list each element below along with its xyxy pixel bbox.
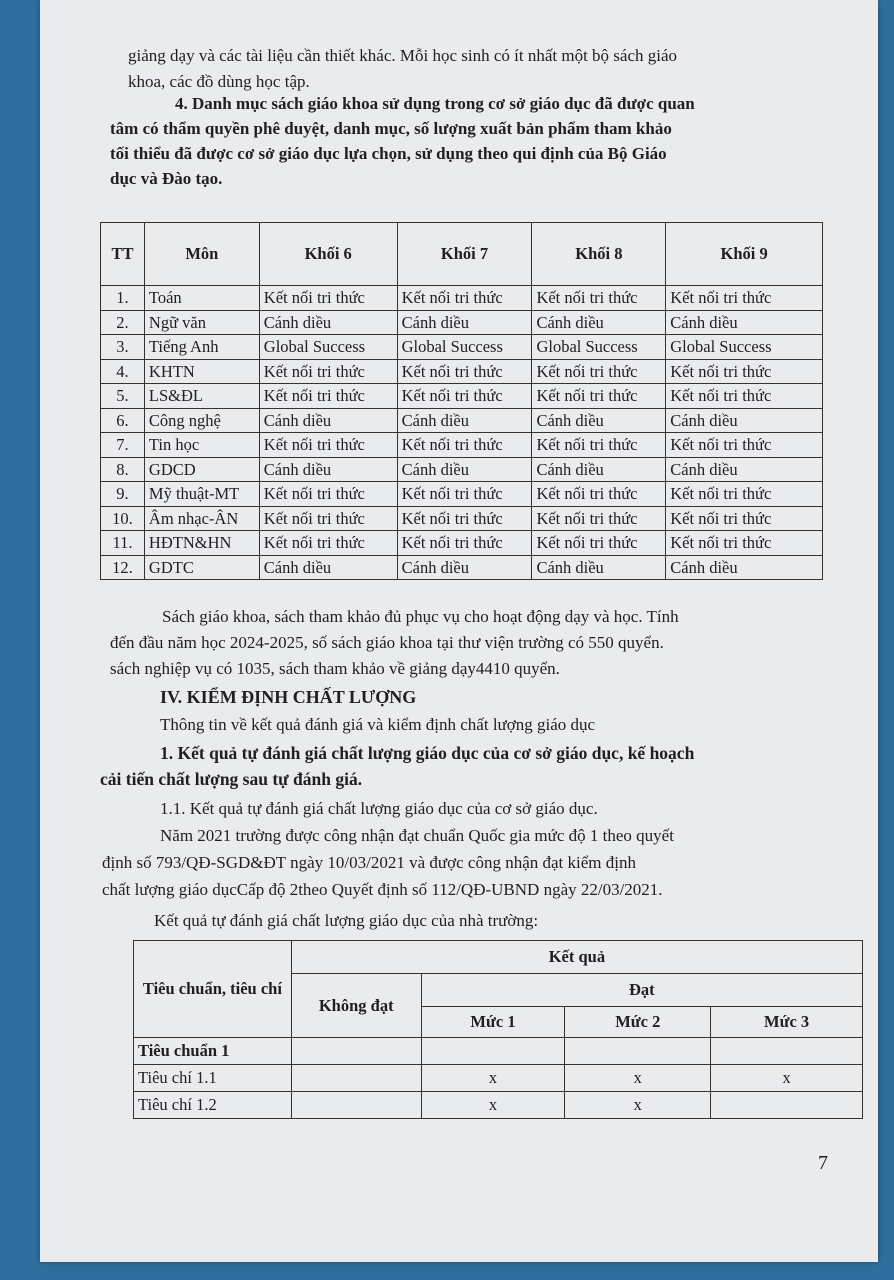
item-4-heading: 4. Danh mục sách giáo khoa sử dụng trong cơ sở giáo dục đã được quan tâm có thẩm quyền phê duyệt, danh mục, số lượng xuất bản phẩm tham khảo tối thiểu đã được cơ sở giáo dục lựa chọn, sử dụng theo qui định của Bộ Giáo dục và Đào tạo. xyxy=(110,94,695,188)
subject-name: HĐTN&HN xyxy=(144,531,259,556)
row-number: 10. xyxy=(101,506,145,531)
table-row xyxy=(101,310,823,335)
subject-name: Công nghệ xyxy=(144,408,259,433)
accreditation-paragraph: Năm 2021 trường được công nhận đạt chuẩn Quốc gia mức độ 1 theo quyết định số 793/QĐ-SGD&ĐT ngày 10/03/2021 và được công nhận đạt kiểm định chất lượng giáo dụcCấp độ 2theo Quyết định số 112/QĐ-UBND ngày 22/03/2021. xyxy=(102,826,674,899)
textbook-series: Kết nối tri thức xyxy=(259,384,397,409)
header-grade-6: Khối 6 xyxy=(259,223,397,286)
table-row xyxy=(101,555,823,580)
row-number: 4. xyxy=(101,359,145,384)
subject-name: Âm nhạc-ÂN xyxy=(144,506,259,531)
header-result: Kết quả xyxy=(291,941,862,974)
table-row xyxy=(101,335,823,360)
textbook-series: Cánh diều xyxy=(532,408,666,433)
textbook-series: Cánh diều xyxy=(666,310,823,335)
textbook-series: Kết nối tri thức xyxy=(666,286,823,311)
textbook-series: Global Success xyxy=(532,335,666,360)
result-cell-m2 xyxy=(565,1038,711,1065)
textbook-series: Kết nối tri thức xyxy=(666,433,823,458)
textbook-series: Kết nối tri thức xyxy=(259,359,397,384)
self-assessment-heading: 1. Kết quả tự đánh giá chất lượng giáo dục của cơ sở giáo dục, kế hoạch cải tiến chất lượng sau tự đánh giá. xyxy=(100,743,695,789)
textbook-series: Kết nối tri thức xyxy=(259,531,397,556)
textbook-series: Kết nối tri thức xyxy=(666,531,823,556)
textbook-series: Kết nối tri thức xyxy=(397,531,532,556)
textbook-series: Kết nối tri thức xyxy=(666,384,823,409)
table-row xyxy=(101,531,823,556)
textbook-series: Kết nối tri thức xyxy=(259,433,397,458)
table-row xyxy=(101,359,823,384)
table-row xyxy=(101,384,823,409)
evaluation-caption: Kết quả tự đánh giá chất lượng giáo dục của nhà trường: xyxy=(154,911,539,930)
row-number: 2. xyxy=(101,310,145,335)
textbook-series: Kết nối tri thức xyxy=(397,506,532,531)
textbook-series: Cánh diều xyxy=(666,408,823,433)
row-number: 9. xyxy=(101,482,145,507)
subject-name: GDCD xyxy=(144,457,259,482)
result-cell-m2: x xyxy=(565,1092,711,1119)
result-cell-m1: x xyxy=(421,1065,565,1092)
quality-info-line: Thông tin về kết quả đánh giá và kiểm định chất lượng giáo dục xyxy=(160,715,596,734)
textbook-series: Cánh diều xyxy=(259,555,397,580)
result-cell-m2: x xyxy=(565,1065,711,1092)
result-cell-fail xyxy=(291,1038,421,1065)
textbook-series: Kết nối tri thức xyxy=(397,359,532,384)
header-subject: Môn xyxy=(144,223,259,286)
textbook-series: Kết nối tri thức xyxy=(666,359,823,384)
textbook-series: Global Success xyxy=(397,335,532,360)
textbook-series: Kết nối tri thức xyxy=(532,286,666,311)
table-row xyxy=(101,506,823,531)
header-level-1: Mức 1 xyxy=(421,1007,565,1038)
row-number: 6. xyxy=(101,408,145,433)
table-row xyxy=(101,433,823,458)
textbook-series: Kết nối tri thức xyxy=(259,506,397,531)
textbook-series: Kết nối tri thức xyxy=(532,506,666,531)
row-number: 11. xyxy=(101,531,145,556)
header-pass: Đạt xyxy=(421,974,862,1007)
subheading-1-1: 1.1. Kết quả tự đánh giá chất lượng giáo dục của cơ sở giáo dục. xyxy=(160,799,598,818)
textbook-table-header xyxy=(101,223,823,286)
textbook-series: Cánh diều xyxy=(532,310,666,335)
subject-name: Tiếng Anh xyxy=(144,335,259,360)
textbook-series: Kết nối tri thức xyxy=(259,286,397,311)
textbook-series: Kết nối tri thức xyxy=(666,482,823,507)
textbook-series: Kết nối tri thức xyxy=(532,359,666,384)
subject-name: LS&ĐL xyxy=(144,384,259,409)
textbook-series: Kết nối tri thức xyxy=(259,482,397,507)
textbook-series: Kết nối tri thức xyxy=(532,482,666,507)
header-tt: TT xyxy=(101,223,145,286)
textbook-series: Kết nối tri thức xyxy=(666,506,823,531)
textbook-series: Kết nối tri thức xyxy=(532,531,666,556)
table-row xyxy=(134,1092,863,1119)
subject-name: GDTC xyxy=(144,555,259,580)
page-number: 7 xyxy=(818,1152,828,1174)
document-page xyxy=(40,0,878,1262)
header-level-2: Mức 2 xyxy=(565,1007,711,1038)
result-cell-m3: x xyxy=(711,1065,863,1092)
textbook-series: Cánh diều xyxy=(666,457,823,482)
subject-name: Tin học xyxy=(144,433,259,458)
textbook-series: Cánh diều xyxy=(532,457,666,482)
header-grade-9: Khối 9 xyxy=(666,223,823,286)
textbook-series: Kết nối tri thức xyxy=(532,384,666,409)
table-row xyxy=(134,1038,863,1065)
result-cell-m3 xyxy=(711,1038,863,1065)
textbook-table xyxy=(100,222,823,580)
header-grade-8: Khối 8 xyxy=(532,223,666,286)
textbook-series: Kết nối tri thức xyxy=(397,384,532,409)
section-iv-title: IV. KIỂM ĐỊNH CHẤT LƯỢNG xyxy=(160,687,417,707)
textbook-series: Cánh diều xyxy=(259,408,397,433)
textbook-series: Kết nối tri thức xyxy=(397,433,532,458)
criteria-label: Tiêu chí 1.2 xyxy=(134,1092,292,1119)
header-level-3: Mức 3 xyxy=(711,1007,863,1038)
table-row xyxy=(101,457,823,482)
textbook-series: Kết nối tri thức xyxy=(397,482,532,507)
header-criteria: Tiêu chuẩn, tiêu chí xyxy=(134,941,292,1038)
textbook-series: Global Success xyxy=(259,335,397,360)
textbook-series: Cánh diều xyxy=(666,555,823,580)
subject-name: Ngữ văn xyxy=(144,310,259,335)
table-row xyxy=(101,482,823,507)
textbook-series: Global Success xyxy=(666,335,823,360)
header-fail: Không đạt xyxy=(291,974,421,1038)
subject-name: KHTN xyxy=(144,359,259,384)
textbook-series: Cánh diều xyxy=(259,310,397,335)
intro-paragraph: giảng dạy và các tài liệu cần thiết khác. Mỗi học sinh có ít nhất một bộ sách giáo khoa, các đồ dùng học tập. xyxy=(128,46,678,91)
subject-name: Toán xyxy=(144,286,259,311)
row-number: 5. xyxy=(101,384,145,409)
textbook-series: Cánh diều xyxy=(259,457,397,482)
textbook-series: Kết nối tri thức xyxy=(532,433,666,458)
row-number: 8. xyxy=(101,457,145,482)
textbook-series: Cánh diều xyxy=(397,310,532,335)
evaluation-table xyxy=(133,940,863,1119)
criteria-label: Tiêu chí 1.1 xyxy=(134,1065,292,1092)
table-row xyxy=(101,286,823,311)
table-row xyxy=(134,1065,863,1092)
row-number: 7. xyxy=(101,433,145,458)
textbook-series: Cánh diều xyxy=(397,457,532,482)
textbook-series: Cánh diều xyxy=(397,555,532,580)
criteria-label: Tiêu chuẩn 1 xyxy=(134,1038,292,1065)
row-number: 12. xyxy=(101,555,145,580)
textbook-series: Cánh diều xyxy=(532,555,666,580)
result-cell-m1 xyxy=(421,1038,565,1065)
row-number: 3. xyxy=(101,335,145,360)
table-row xyxy=(101,408,823,433)
result-cell-m3 xyxy=(711,1092,863,1119)
result-cell-fail xyxy=(291,1065,421,1092)
subject-name: Mỹ thuật-MT xyxy=(144,482,259,507)
library-paragraph: Sách giáo khoa, sách tham khảo đủ phục vụ cho hoạt động dạy và học. Tính đến đầu năm học 2024-2025, số sách giáo khoa tại thư viện trường có 550 quyển. sách nghiệp vụ có 1035, sách tham khảo về giảng dạy4410 quyển. xyxy=(110,607,679,678)
textbook-series: Kết nối tri thức xyxy=(397,286,532,311)
textbook-series: Cánh diều xyxy=(397,408,532,433)
result-cell-m1: x xyxy=(421,1092,565,1119)
header-grade-7: Khối 7 xyxy=(397,223,532,286)
result-cell-fail xyxy=(291,1092,421,1119)
row-number: 1. xyxy=(101,286,145,311)
